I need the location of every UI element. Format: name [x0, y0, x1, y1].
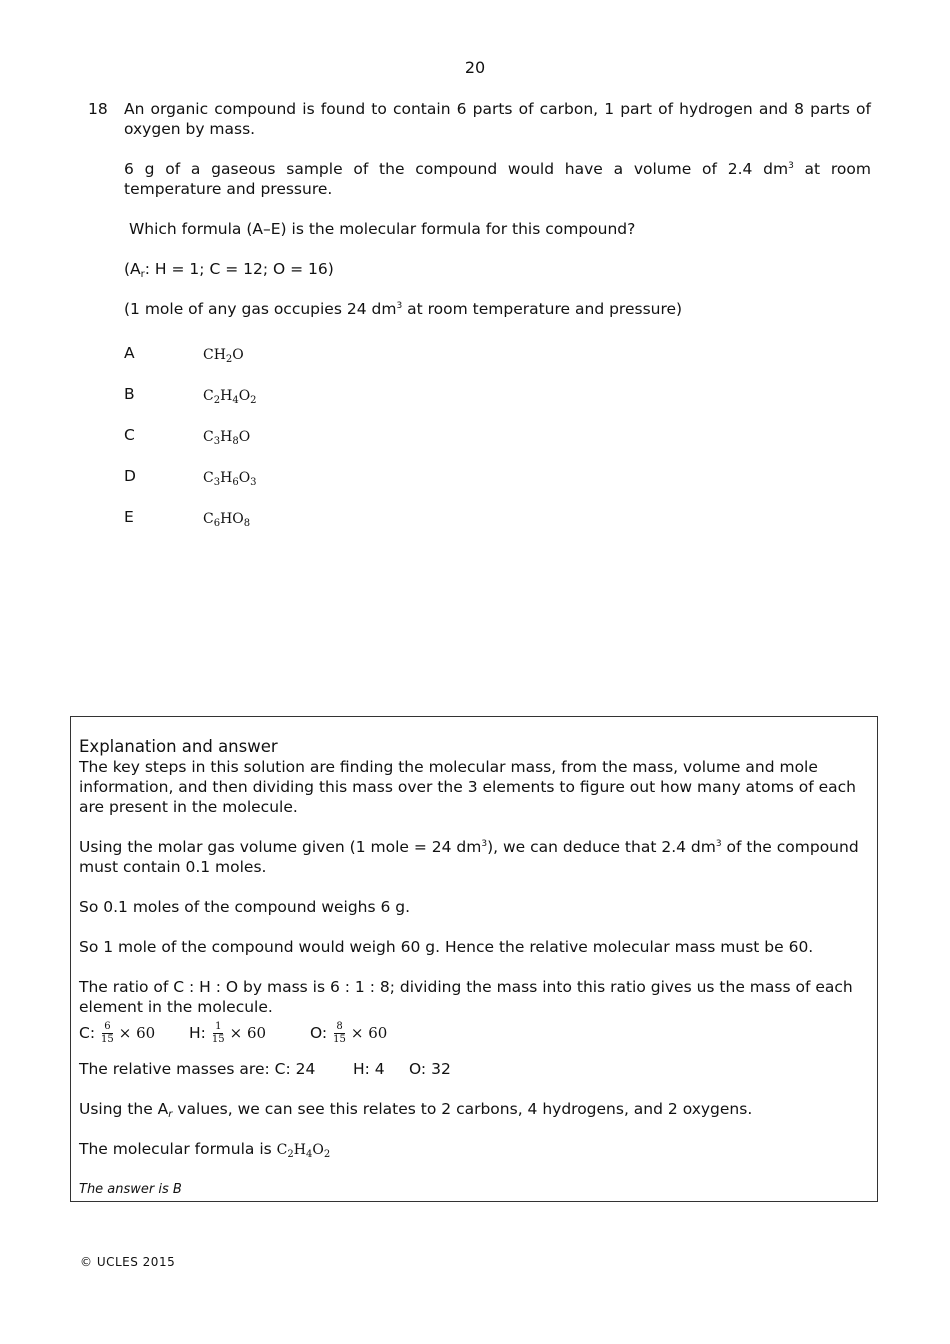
- fraction-value: [210, 1021, 227, 1046]
- explanation-p2-sup2: 3: [715, 839, 722, 849]
- option-b-subscript-2: 2: [250, 395, 257, 406]
- option-a-element-0: CH: [203, 347, 226, 363]
- option-b-element-1: H: [220, 388, 233, 404]
- option-d-element-1: H: [220, 470, 233, 486]
- explanation-p3: So 0.1 moles of the compound weighs 6 g.: [79, 898, 411, 916]
- explanation-p7-a: Using the A: [79, 1100, 169, 1118]
- answer-line: The answer is B: [79, 1182, 182, 1197]
- explanation-p8: [79, 1139, 869, 1160]
- sample-volume-text-b: at room temperature and pressure.: [124, 160, 871, 198]
- explanation-p2-a: Using the molar gas volume given (1 mole = 24 dm: [79, 838, 482, 856]
- explanation-p4: So 1 mole of the compound would weigh 60 g. Hence the relative molecular mass must be 60.: [79, 938, 814, 956]
- option-letter: A: [124, 344, 135, 362]
- question-body: [124, 99, 871, 339]
- final-formula-element-1: H: [293, 1142, 306, 1158]
- explanation-p5: The ratio of C : H : O by mass is 6 : 1 : 8; dividing the mass into this ratio gives us the mass of each element in the molecule.: [79, 978, 853, 1016]
- masses-h: H: 4: [353, 1060, 385, 1078]
- option-c-subscript-0: 3: [213, 436, 221, 447]
- option-a-subscript-0: 2: [225, 354, 233, 365]
- final-formula: [277, 1142, 331, 1158]
- option-formula: [203, 345, 244, 365]
- option-c-subscript-1: 8: [232, 436, 239, 447]
- question-prompt-text: Which formula (A–E) is the molecular formula for this compound?: [128, 220, 636, 238]
- option-b-element-2: O: [238, 388, 251, 404]
- option-e-element-0: C: [203, 511, 214, 527]
- gas-volume-note: [124, 299, 871, 319]
- masses-o: O: 32: [409, 1060, 451, 1078]
- sample-volume-sup: 3: [788, 161, 794, 171]
- option-d-element-0: C: [203, 470, 214, 486]
- explanation-box: [70, 716, 878, 1202]
- option-letter: C: [124, 426, 135, 444]
- option-d-element-2: O: [238, 470, 251, 486]
- mass-fractions: [79, 1017, 869, 1049]
- fraction-label: H:: [189, 1024, 206, 1042]
- option-b-subscript-0: 2: [213, 395, 221, 406]
- option-letter: D: [124, 467, 136, 485]
- ar-values-sub: r: [140, 269, 145, 280]
- sample-volume-text-a: 6 g of a gaseous sample of the compound would have a volume of 2.4 dm: [124, 160, 789, 178]
- explanation-p1: The key steps in this solution are finding the molecular mass, from the mass, volume and mole information, and then dividing this mass over the 3 elements to figure out how many atoms of each are present in the molecule.: [79, 758, 856, 816]
- explanation-p7: [79, 1099, 869, 1119]
- fraction-value: [99, 1021, 116, 1046]
- explanation-title: Explanation and answer: [79, 737, 278, 756]
- option-c-element-1: H: [220, 429, 233, 445]
- final-formula-subscript-0: 2: [287, 1149, 294, 1160]
- sample-volume-text: [124, 159, 871, 199]
- fraction-multiplier: × 60: [118, 1024, 156, 1042]
- question-number: 18: [88, 100, 108, 118]
- option-letter: B: [124, 385, 135, 403]
- explanation-p2-sup1: 3: [481, 839, 488, 849]
- fraction-2: [310, 1017, 387, 1049]
- option-d-subscript-1: 6: [232, 477, 239, 488]
- final-formula-subscript-1: 4: [305, 1149, 313, 1160]
- fraction-1: [189, 1017, 266, 1049]
- fraction-label: O:: [310, 1024, 328, 1042]
- fraction-denominator: 15: [101, 1033, 114, 1045]
- option-formula: [203, 509, 250, 529]
- final-formula-element-2: O: [312, 1142, 324, 1158]
- option-d-subscript-0: 3: [213, 477, 221, 488]
- explanation-p7-sub: r: [168, 1109, 173, 1120]
- gas-volume-a: (1 mole of any gas occupies 24 dm: [124, 300, 397, 318]
- option-d-subscript-2: 3: [250, 477, 257, 488]
- option-letter: E: [124, 508, 134, 526]
- explanation-p7-b: values, we can see this relates to 2 carbons, 4 hydrogens, and 2 oxygens.: [172, 1100, 753, 1118]
- fraction-denominator: 15: [333, 1033, 346, 1045]
- copyright-footer: © UCLES 2015: [80, 1255, 176, 1269]
- masses-c: The relative masses are: C: 24: [79, 1060, 316, 1078]
- ar-values: [124, 259, 871, 279]
- fraction-label: C:: [79, 1024, 96, 1042]
- option-formula: [203, 386, 257, 406]
- explanation-p8-text: The molecular formula is: [79, 1140, 277, 1158]
- explanation-content: [79, 737, 869, 1220]
- option-c-element-2: O: [238, 429, 251, 445]
- explanation-p2-b: ), we can deduce that 2.4 dm: [487, 838, 716, 856]
- relative-masses: [79, 1059, 869, 1079]
- question-prompt: [124, 219, 871, 239]
- option-e-subscript-0: 6: [213, 518, 221, 529]
- option-c-element-0: C: [203, 429, 214, 445]
- gas-volume-sup: 3: [396, 301, 403, 311]
- fraction-numerator: 6: [104, 1020, 111, 1032]
- fraction-numerator: 1: [215, 1020, 222, 1032]
- fraction-multiplier: × 60: [229, 1024, 267, 1042]
- option-e-subscript-1: 8: [243, 518, 251, 529]
- fraction-denominator: 15: [211, 1033, 225, 1045]
- explanation-p2: [79, 837, 869, 877]
- fraction-0: [79, 1017, 155, 1049]
- question-stem: An organic compound is found to contain 6 parts of carbon, 1 part of hydrogen and 8 parts of oxygen by mass.: [124, 100, 871, 138]
- ar-values-b: : H = 1; C = 12; O = 16): [144, 260, 334, 278]
- page-number: 20: [464, 58, 486, 77]
- ar-values-a: (A: [124, 260, 141, 278]
- fraction-multiplier: × 60: [350, 1024, 388, 1042]
- option-formula: [203, 427, 250, 447]
- option-a-element-1: O: [232, 347, 244, 363]
- explanation-p2-c: of the compound must contain 0.1 moles.: [79, 838, 859, 876]
- option-formula: [203, 468, 257, 488]
- final-formula-subscript-2: 2: [323, 1149, 331, 1160]
- fraction-numerator: 8: [336, 1020, 343, 1032]
- option-e-element-1: HO: [220, 511, 244, 527]
- gas-volume-b: at room temperature and pressure): [402, 300, 683, 318]
- option-b-subscript-1: 4: [232, 395, 239, 406]
- fraction-value: [331, 1021, 348, 1046]
- final-formula-element-0: C: [276, 1142, 288, 1158]
- option-b-element-0: C: [203, 388, 214, 404]
